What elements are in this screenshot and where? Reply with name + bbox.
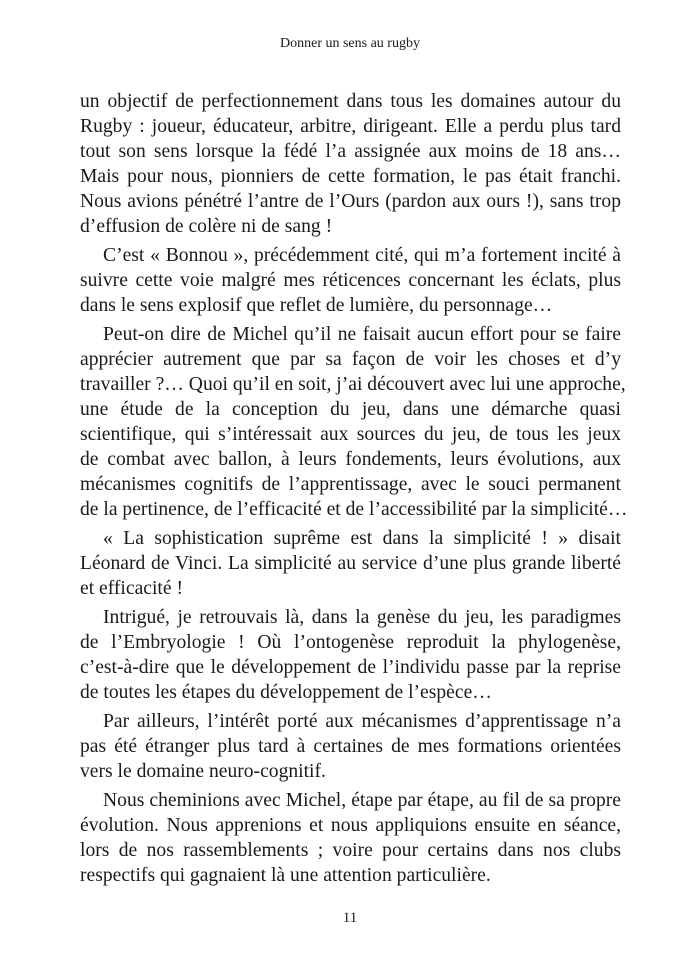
text-line: pas été étranger plus tard à certaines de mes formations orientées	[80, 736, 621, 757]
text-line: respectifs qui gagnaient là une attention particulière.	[80, 865, 491, 886]
text-line: C’est « Bonnou », précédemment cité, qui m’a fortement incité à	[103, 245, 621, 266]
paragraph	[80, 526, 621, 601]
paragraph	[80, 322, 628, 522]
text-line: Par ailleurs, l’intérêt porté aux mécanismes d’apprentissage n’a	[103, 711, 621, 732]
text-line: « La sophistication suprême est dans la simplicité ! » disait	[103, 528, 621, 549]
text-line: Léonard de Vinci. La simplicité au service d’une plus grande liberté	[80, 553, 621, 574]
page-number: 11	[342, 910, 358, 926]
text-line: évolution. Nous apprenions et nous appliquions ensuite en séance,	[80, 815, 621, 836]
text-line: Rugby : joueur, éducateur, arbitre, dirigeant. Elle a perdu plus tard	[80, 116, 621, 137]
text-line: de combat avec ballon, à leurs fondements, leurs évolutions, aux	[80, 449, 621, 470]
text-line: une étude de la conception du jeu, dans une démarche quasi	[80, 399, 621, 420]
text-line: un objectif de perfectionnement dans tous les domaines autour du	[80, 91, 621, 112]
text-line: mécanismes cognitifs de l’apprentissage, avec le souci permanent	[80, 474, 621, 495]
text-line: de la pertinence, de l’efficacité et de l’accessibilité par la simplicité…	[80, 499, 628, 520]
text-line: de toutes les étapes du développement de l’espèce…	[80, 682, 492, 703]
text-line: tout son sens lorsque la fédé l’a assignée aux moins de 18 ans…	[80, 141, 621, 162]
body-text	[80, 89, 628, 892]
text-line: vers le domaine neuro-cognitif.	[80, 761, 326, 782]
text-line: dans le sens explosif que reflet de lumière, du personnage…	[80, 295, 553, 316]
text-line: Mais pour nous, pionniers de cette formation, le pas était franchi.	[80, 166, 621, 187]
text-line: Peut-on dire de Michel qu’il ne faisait aucun effort pour se faire	[103, 324, 621, 345]
paragraph	[80, 788, 621, 888]
text-line: apprécier autrement que par sa façon de voir les choses et d’y	[80, 349, 621, 370]
text-line: de l’Embryologie ! Où l’ontogenèse reproduit la phylogenèse,	[80, 632, 621, 653]
text-line: Nous avions pénétré l’antre de l’Ours (pardon aux ours !), sans trop	[80, 191, 621, 212]
paragraph	[80, 243, 621, 318]
text-line: c’est-à-dire que le développement de l’individu passe par la reprise	[80, 657, 621, 678]
paragraph	[80, 605, 621, 705]
text-line: lors de nos rassemblements ; voire pour certains dans nos clubs	[80, 840, 621, 861]
text-line: scientifique, qui s’intéressait aux sources du jeu, de tous les jeux	[80, 424, 621, 445]
text-line: d’effusion de colère ni de sang !	[80, 216, 333, 237]
running-header: Donner un sens au rugby	[280, 36, 420, 51]
paragraph	[80, 709, 621, 784]
text-line: Intrigué, je retrouvais là, dans la genèse du jeu, les paradigmes	[103, 607, 621, 628]
text-line: Nous cheminions avec Michel, étape par étape, au fil de sa propre	[103, 790, 621, 811]
text-line: et efficacité !	[80, 578, 183, 599]
text-line: suivre cette voie malgré mes réticences concernant les éclats, plus	[80, 270, 621, 291]
text-line: travailler ?… Quoi qu’il en soit, j’ai découvert avec lui une approche,	[80, 374, 626, 395]
paragraph	[80, 89, 621, 239]
